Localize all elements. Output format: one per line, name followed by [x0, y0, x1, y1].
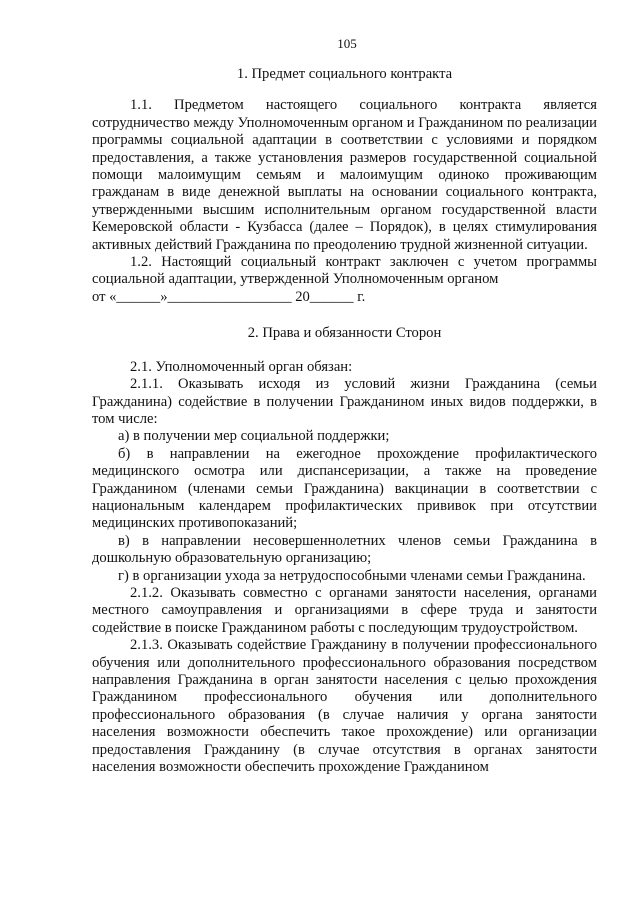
- page-number: 105: [337, 36, 357, 51]
- section-1-heading: 1. Предмет социального контракта: [236, 66, 453, 82]
- section-2-heading: 2. Права и обязанности Сторон: [247, 325, 442, 342]
- list-item-a: а) в получении мер социальной поддержки;: [118, 428, 390, 445]
- list-item-v: в) в направлении несовершеннолетних членов семьи Гражданина в дошкольную образовательную организацию;: [92, 532, 597, 567]
- document-page: [92, 36, 597, 776]
- paragraph-2-1-1: 2.1.1. Оказывать исходя из условий жизни Гражданина (семьи Гражданина) содействие в получении Гражданином иных видов поддержки, в том числе:: [92, 376, 597, 427]
- paragraph-2-1-2: 2.1.2. Оказывать совместно с органами занятости населения, органами местного самоуправления и организациями в сфере труда и занятости содействие в поиске Гражданином работы с последующим трудоустройством.: [92, 584, 597, 636]
- paragraph-1-1: 1.1. Предметом настоящего социального контракта является сотрудничество между Уполномоченным органом и Гражданином по реализации программы социальной адаптации в соответствии с условиями и порядком предоставления, а также установления размеров государственной социальной помощи малоимущим семьям и малоимущим одиноко проживающим гражданам в виде денежной выплаты на основании социального контракта, утвержденными высшим исполнительным органом государственной власти Кемеровской области - Кузбасса (далее – Порядок), в целях стимулирования активных действий Гражданина по преодолению трудной жизненной ситуации.: [92, 97, 597, 253]
- paragraph-1-2-date-line: от «______»_________________ 20______ г.: [92, 288, 366, 305]
- paragraph-2-1-3: 2.1.3. Оказывать содействие Гражданину в получении профессионального обучения или дополнительного профессионального образования посредством направления Гражданина в орган занятости населения с целью прохождения Гражданином профессионального обучения или дополнительного профессионального образования (в случае наличия у органа занятости населения возможности обеспечить такое прохождение) или организации предоставления Гражданину (в случае отсутствия в органах занятости населения возможности обеспечить прохождение Гражданином: [92, 637, 597, 776]
- list-item-g: г) в организации ухода за нетрудоспособными членами семьи Гражданина.: [118, 567, 586, 584]
- paragraph-1-2: 1.2. Настоящий социальный контракт заключен с учетом программы социальной адаптации, утвержденной Уполномоченным органом: [92, 254, 597, 288]
- paragraph-2-1: 2.1. Уполномоченный орган обязан:: [130, 358, 353, 375]
- list-item-b: б) в направлении на ежегодное прохождение профилактического медицинского осмотра или диспансеризации, а также на проведение Гражданином (членами семьи Гражданина) вакцинации в соответствии с национальным календарем профилактических прививок при отсутствии медицинских противопоказаний;: [92, 445, 597, 532]
